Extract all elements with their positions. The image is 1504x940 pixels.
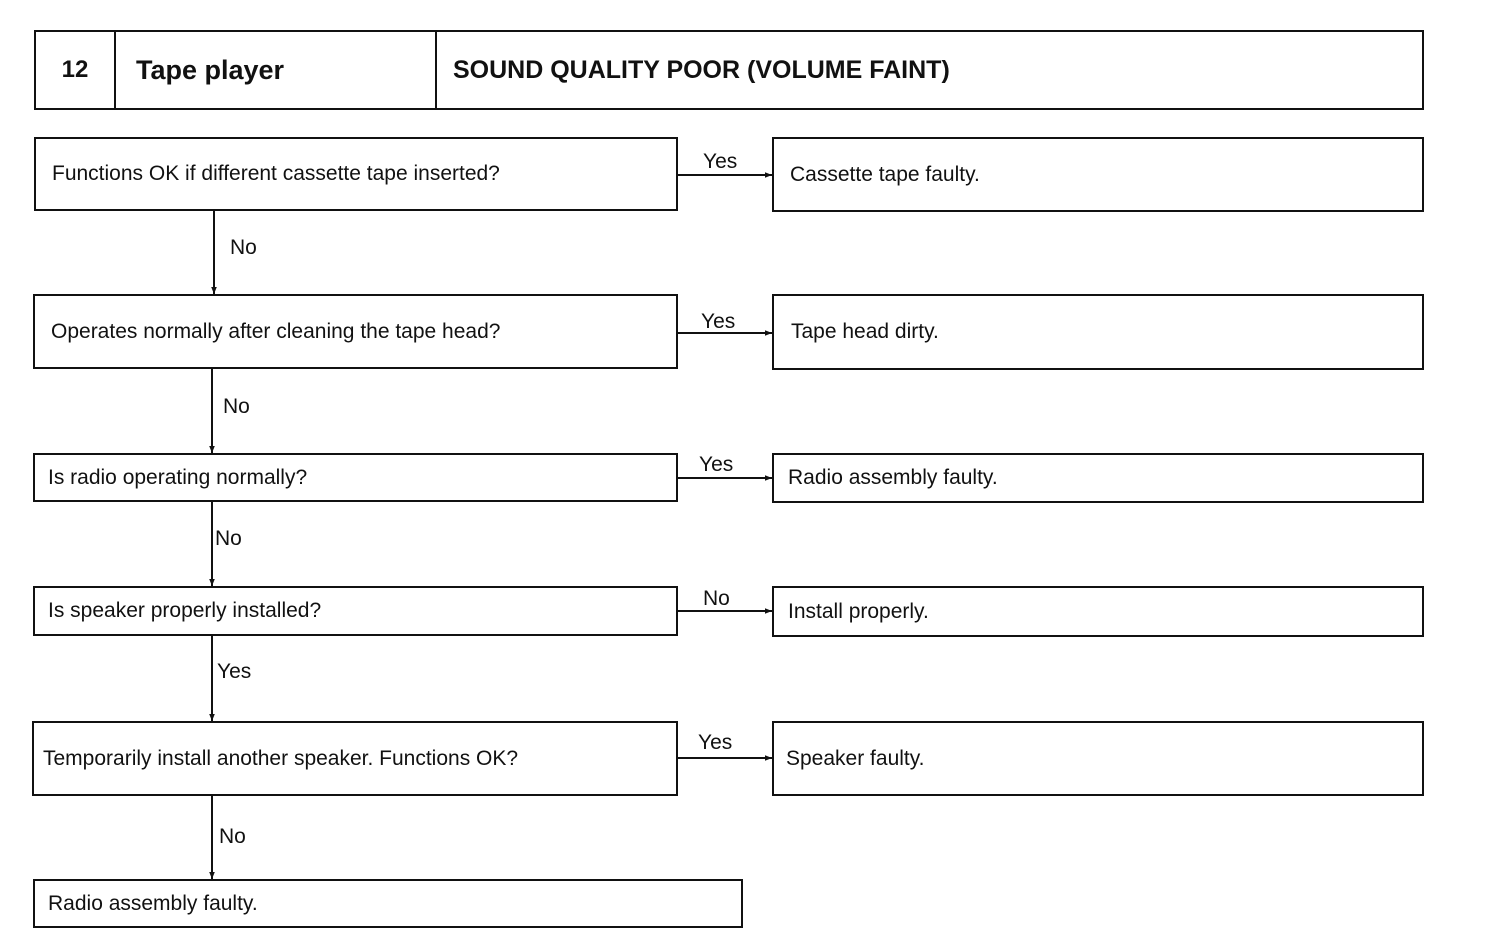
flow-label: No [230, 236, 257, 259]
final-result-text: Radio assembly faulty. [48, 891, 258, 915]
decision-box [33, 294, 678, 369]
decision-box [33, 586, 678, 636]
result-text: Speaker faulty. [786, 746, 925, 770]
result-text: Tape head dirty. [791, 320, 939, 343]
result-box [772, 721, 1424, 796]
decision-text: Temporarily install another speaker. Functions OK? [43, 746, 519, 770]
page-title: SOUND QUALITY POOR (VOLUME FAINT) [453, 55, 950, 84]
branch-label: Yes [701, 310, 736, 333]
section-number: 12 [61, 56, 89, 83]
result-box [772, 294, 1424, 370]
flow-label: No [223, 395, 250, 418]
decision-text: Functions OK if different cassette tape inserted? [52, 162, 500, 185]
branch-label: Yes [699, 453, 734, 476]
flow-label: No [219, 825, 246, 848]
branch-label: Yes [703, 150, 738, 173]
section-category: Tape player [136, 54, 285, 85]
final-result-box [33, 879, 743, 928]
result-text: Install properly. [788, 599, 929, 623]
decision-box [34, 137, 678, 211]
decision-box [32, 721, 678, 796]
flow-label: No [215, 527, 242, 550]
decision-text: Is radio operating normally? [48, 465, 308, 489]
result-text: Radio assembly faulty. [788, 466, 998, 489]
decision-box [33, 453, 678, 502]
flow-label: Yes [217, 660, 252, 683]
decision-text: Is speaker properly installed? [48, 599, 322, 622]
result-box [772, 586, 1424, 637]
result-box [772, 137, 1424, 212]
result-text: Cassette tape faulty. [790, 162, 980, 186]
result-box [772, 453, 1424, 503]
branch-label: No [703, 587, 730, 610]
branch-label: Yes [698, 731, 733, 754]
decision-text: Operates normally after cleaning the tape head? [51, 319, 501, 343]
